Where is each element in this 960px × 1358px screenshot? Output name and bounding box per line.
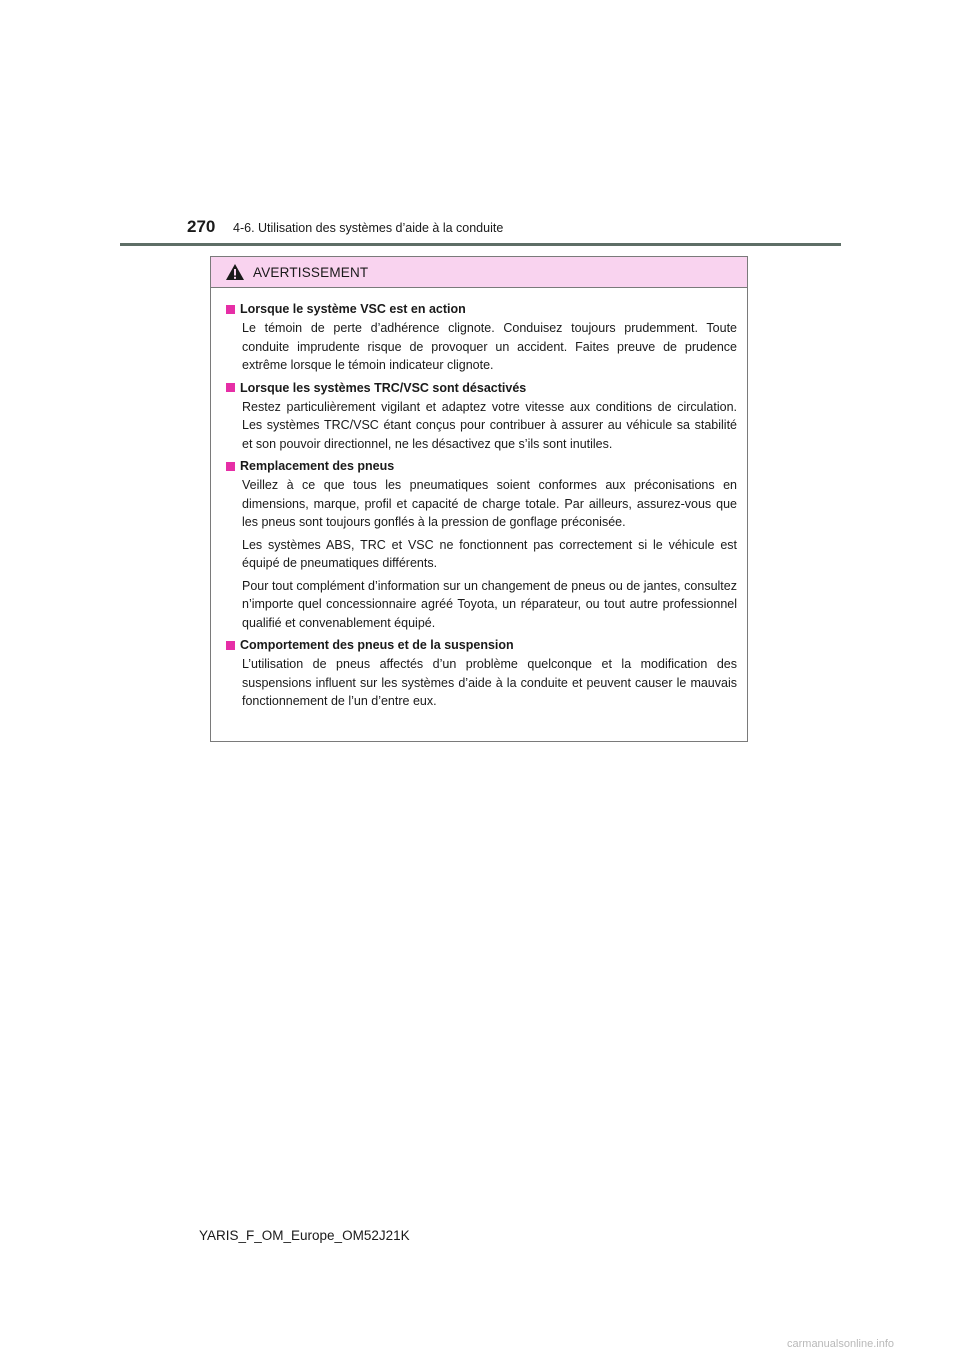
item-paragraph: Pour tout complément d’information sur un changement de pneus ou de jantes, consultez n’importe quel concessionnaire agréé Toyota, un réparateur, ou tout autre professionnel qualifié et convenablement équipé. bbox=[242, 578, 737, 630]
warning-body bbox=[211, 288, 747, 711]
warning-item-trc-vsc-off bbox=[226, 379, 737, 454]
header-rule bbox=[120, 243, 841, 246]
warning-triangle-icon bbox=[225, 263, 245, 281]
square-bullet-icon bbox=[226, 305, 235, 314]
item-paragraph: Restez particulièrement vigilant et adaptez votre vitesse aux conditions de circulation. Les systèmes TRC/VSC étant conçus pour contribuer à assurer au véhicule sa stabilité et son pouvoir directionnel, ne les désactivez que s’ils sont inutiles. bbox=[242, 399, 737, 451]
item-heading-text: Lorsque les systèmes TRC/VSC sont désactivés bbox=[240, 380, 527, 395]
document-id: YARIS_F_OM_Europe_OM52J21K bbox=[199, 1228, 410, 1243]
item-heading bbox=[226, 379, 737, 397]
warning-item-tire-suspension bbox=[226, 636, 737, 711]
item-heading bbox=[226, 457, 737, 475]
square-bullet-icon bbox=[226, 383, 235, 392]
warning-title: AVERTISSEMENT bbox=[253, 264, 369, 280]
item-paragraph: Veillez à ce que tous les pneumatiques soient conformes aux préconisations en dimensions, marque, profil et capacité de charge totale. Par ailleurs, assurez-vous que les pneus sont toujours gonflés à la pression de gonflage préconisée. bbox=[242, 478, 737, 529]
warning-header bbox=[211, 257, 747, 288]
item-paragraph: Les systèmes ABS, TRC et VSC ne fonctionnent pas correctement si le véhicule est équipé de pneumatiques différents. bbox=[242, 537, 737, 570]
item-heading bbox=[226, 300, 737, 318]
item-heading-text: Remplacement des pneus bbox=[240, 459, 395, 473]
watermark: carmanualsonline.info bbox=[787, 1338, 895, 1350]
item-heading-text: Comportement des pneus et de la suspension bbox=[240, 638, 514, 652]
item-heading bbox=[226, 636, 737, 654]
section-title: 4-6. Utilisation des systèmes d’aide à la conduite bbox=[233, 221, 504, 235]
page-number: 270 bbox=[187, 217, 216, 236]
square-bullet-icon bbox=[226, 641, 235, 650]
warning-box bbox=[210, 256, 748, 742]
item-heading-text: Lorsque le système VSC est en action bbox=[240, 302, 466, 316]
warning-item-tire-replacement bbox=[226, 457, 737, 632]
warning-item-vsc-active bbox=[226, 300, 737, 375]
item-paragraph: Le témoin de perte d’adhérence clignote. Conduisez toujours prudemment. Toute conduite imprudente risque de provoquer un accident. Faites preuve de prudence extrême lorsque le témoin indicateur clignote. bbox=[242, 321, 737, 372]
item-paragraph: L’utilisation de pneus affectés d’un problème quelconque et la modification des suspensions influent sur les systèmes d’aide à la conduite et peuvent causer le mauvais fonctionnement de l’un d’entre eux. bbox=[242, 657, 737, 708]
square-bullet-icon bbox=[226, 462, 235, 471]
